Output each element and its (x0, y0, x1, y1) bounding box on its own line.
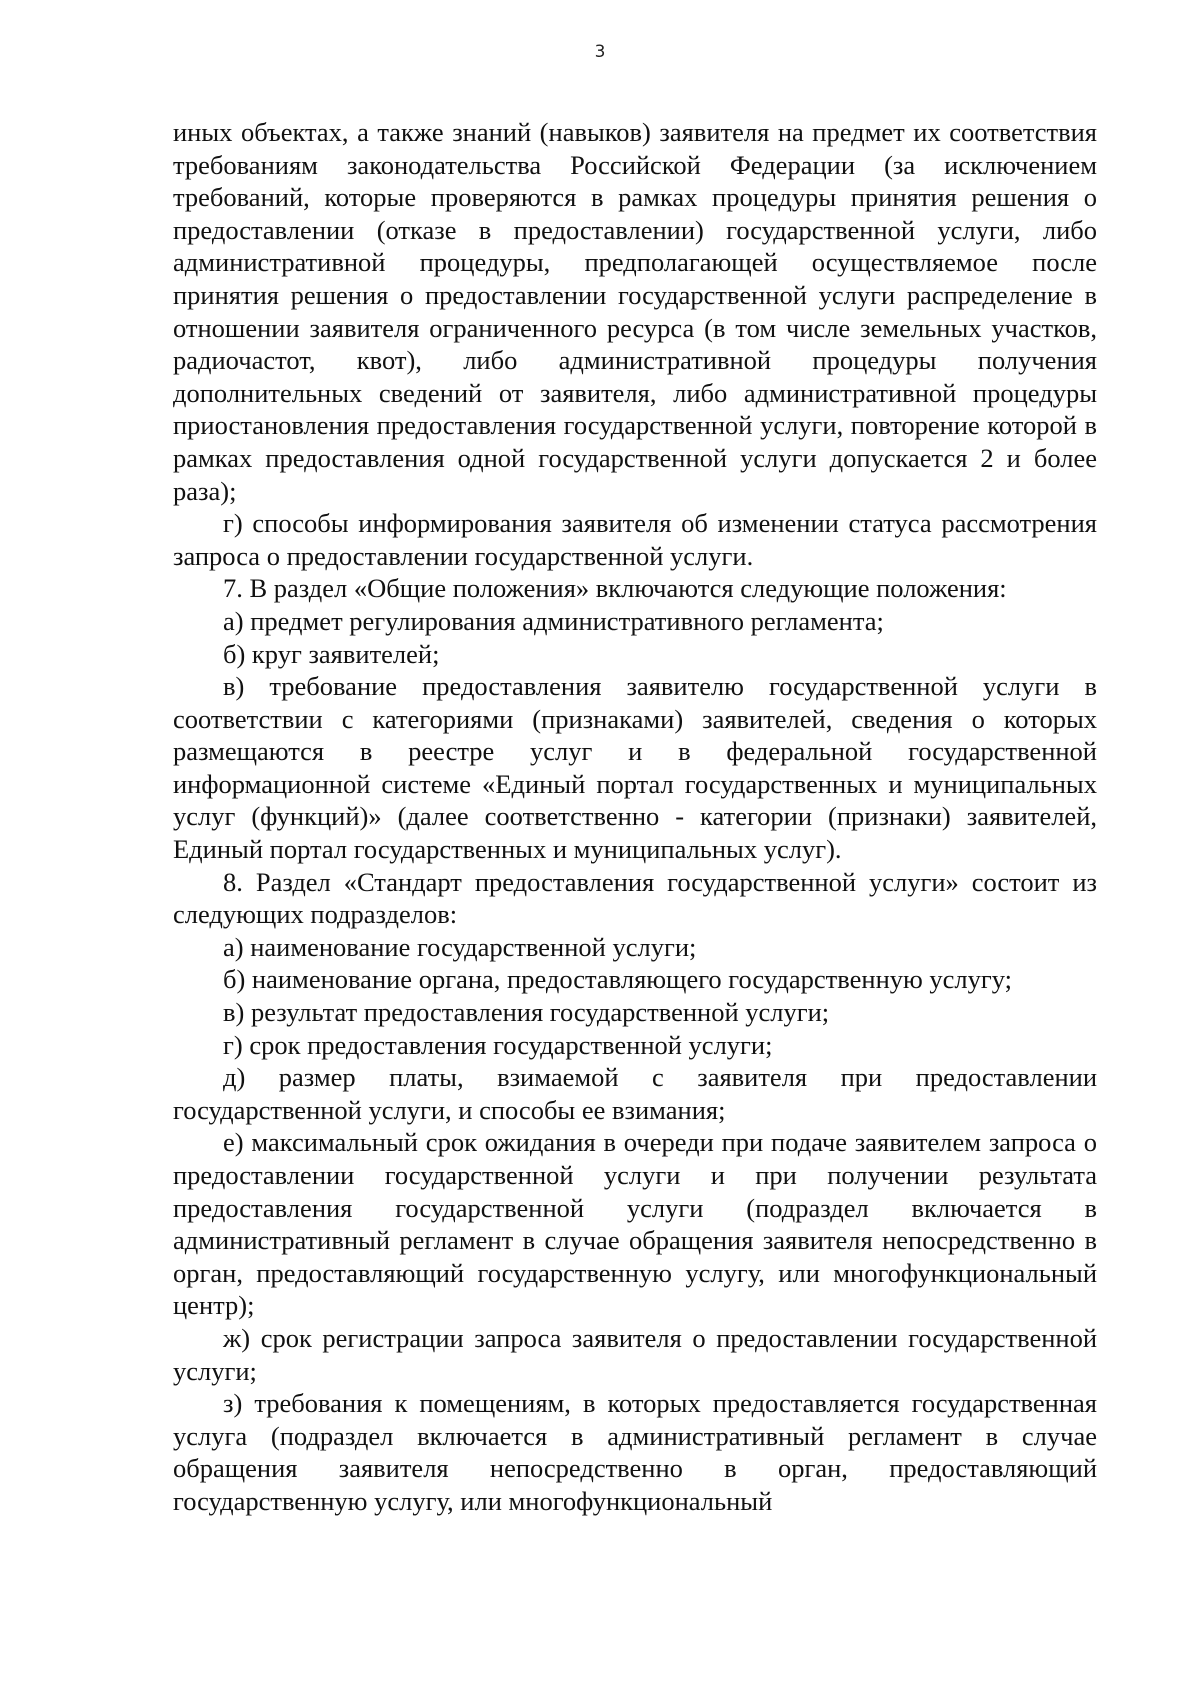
page-number: 3 (594, 42, 606, 62)
paragraph-8g: г) срок предоставления государственной услуги; (223, 1029, 773, 1060)
paragraph-7: 7. В раздел «Общие положения» включаются следующие положения: (223, 573, 1007, 604)
paragraph-7a: а) предмет регулирования административного регламента; (223, 605, 884, 636)
paragraph-8b: б) наименование органа, предоставляющего государственную услугу; (223, 964, 1013, 995)
paragraph-7b: б) круг заявителей; (223, 638, 440, 669)
paragraph-8d: д) размер платы, взимаемой с заявителя при предоставлении государственной услуги, и способы ее взимания; (173, 1062, 1097, 1125)
paragraph-continuation: иных объектах, а также знаний (навыков) заявителя на предмет их соответствия требованиям законодательства Российской Федерации (за исключением требований, которые проверяются в рамках процедуры принятия решения о предоставлении (отказе в предоставлении) государственной услуги, либо административной процедуры, предполагающей осуществляемое после принятия решения о предоставлении государственной услуги распределение в отношении заявителя ограниченного ресурса (в том числе земельных участков, радиочастот, квот), либо административной процедуры получения дополнительных сведений от заявителя, либо административной процедуры приостановления предоставления государственной услуги, повторение которой в рамках предоставления одной государственной услуги допускается 2 и более раза); (173, 117, 1097, 506)
paragraph-8zh: ж) срок регистрации запроса заявителя о предоставлении государственной услуги; (173, 1322, 1097, 1386)
paragraph-8a: а) наименование государственной услуги; (223, 931, 697, 962)
paragraph-8e: е) максимальный срок ожидания в очереди при подаче заявителем запроса о предоставлении государственной услуги и при получении результата предоставления государственной услуги (подраздел включается в административный регламент в случае обращения заявителя непосредственно в орган, предоставляющий государственную услугу, или многофункциональный центр); (173, 1127, 1097, 1321)
paragraph-8: 8. Раздел «Стандарт предоставления государственной услуги» состоит из следующих подразделов: (173, 866, 1097, 930)
paragraph-8z: з) требования к помещениям, в которых предоставляется государственная услуга (подраздел включается в административный регламент в случае обращения заявителя непосредственно в орган, предоставляющий государственную услугу, или многофункциональный (173, 1388, 1097, 1516)
paragraph-item-g: г) способы информирования заявителя об изменении статуса рассмотрения запроса о предоставлении государственной услуги. (173, 508, 1097, 571)
document-body (173, 116, 1097, 1518)
paragraph-7v: в) требование предоставления заявителю государственной услуги в соответствии с категориями (признаками) заявителей, сведения о которых размещаются в реестре услуг и в федеральной государственной информационной системе «Единый портал государственных и муниципальных услуг (функций)» (далее соответственно - категории (признаки) заявителей, Единый портал государственных и муниципальных услуг). (173, 671, 1097, 865)
paragraph-8v: в) результат предоставления государственной услуги; (223, 997, 830, 1028)
